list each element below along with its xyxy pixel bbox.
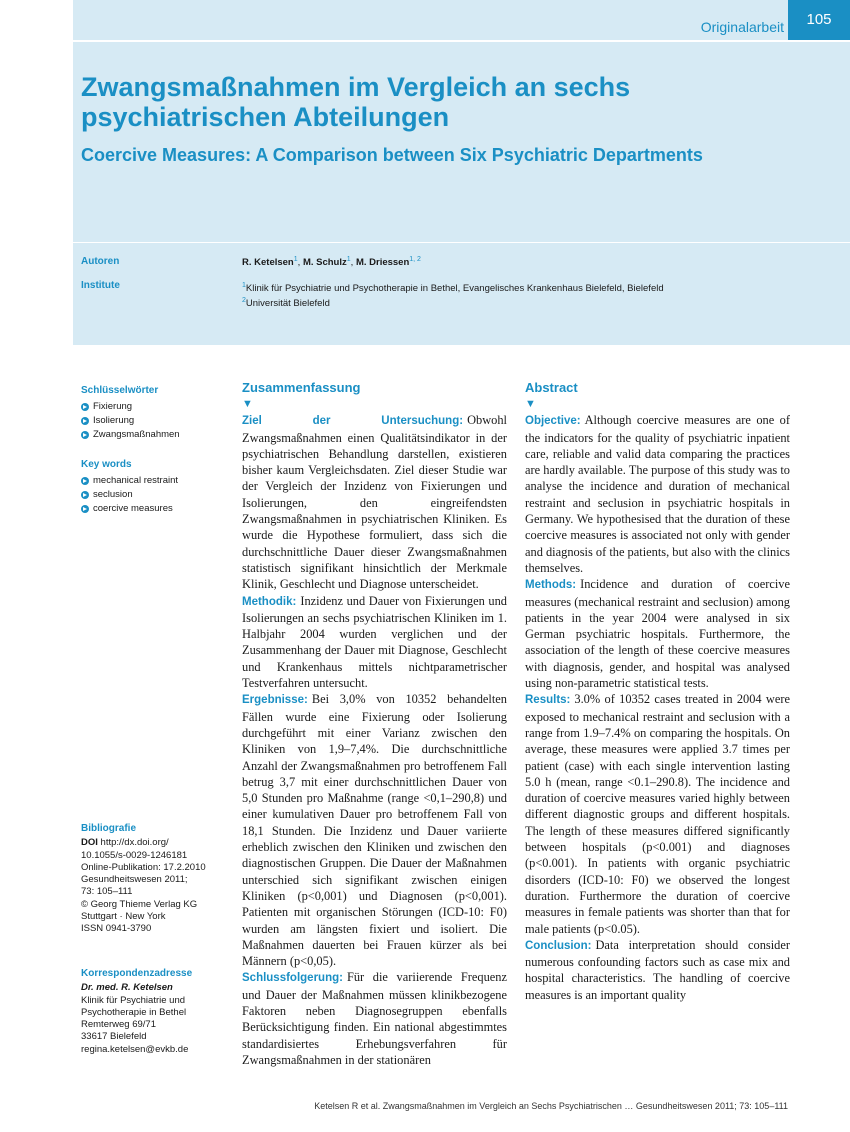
keyword-item: mechanical restraint <box>81 474 231 488</box>
section-text: 3.0% of 10352 cases treated in 2004 were exposed to mechanical restraint and seclusion with a range from 1.9–7.4% on comparing the hospitals. On average, these measures were applied 3.7 times per patient (case) with each single intervention lasting 5.0 h (mean, range <0.1–290.8). The incidence and duration of coercive measures varied highly between different diagnostic groups and different hospitals. The length of these measures differed significantly between hospitals (p<0.001) and diagnoses (p<0.001). In patients with organic psychiatric disorders (ICD-10: F0) we observed the longest duration. Furthermore the duration of coercive measures in female patients was shorter than that for male patients (p<0.05). <box>525 692 790 936</box>
meta-divider <box>73 242 850 243</box>
keyword-item: seclusion <box>81 488 231 502</box>
arrow-bullet-icon <box>81 403 89 411</box>
author-name: R. Ketelsen <box>242 257 294 269</box>
bibliography-line: ISSN 0941-3790 <box>81 923 152 935</box>
section-label: Schlussfolgerung: <box>242 972 343 985</box>
institute-marker: 1 <box>242 282 246 289</box>
bibliography-line: Stuttgart · New York <box>81 911 166 923</box>
section-label: Ziel der Untersuchung: <box>242 415 464 428</box>
arrow-bullet-icon <box>81 431 89 439</box>
author-name: M. Driessen <box>355 257 410 269</box>
section-label: Conclusion: <box>525 939 592 952</box>
section-label: Originalarbeit <box>700 19 784 35</box>
authors-label: Autoren <box>81 256 120 267</box>
doi-link[interactable]: http://dx.doi.org/ <box>100 837 169 849</box>
abstract-section <box>525 576 790 691</box>
keyword-item: Fixierung <box>81 400 231 414</box>
keywords-english-label: Key words <box>81 459 132 470</box>
section-text: Inzidenz und Dauer von Fixierungen und Isolierungen an sechs psychiatrischen Kliniken im 1. Halbjahr 2004 wurden verglichen und der Zusammenhang der Dauer mit Diagnose, Geschlecht und Krankenhaus mittels nichtparametrischer Testverfahren untersucht. <box>242 593 507 691</box>
section-text: Bei 3,0% von 10352 behandelten Fällen wurde eine Fixierung oder Isolierung durchgeführt mit einer Varianz zwischen den Kliniken von 1,9–7,4%. Die durchschnittliche Anzahl der Zwangsmaßnahmen pro betroffenem Fall betrug 3,7 mit einer durchschnittlichen Dauer von 5,0 Stunden pro Maßnahme (range <0,1–290,8) und einer kumulativen Dauer pro betroffenem Fall von 18,1 Stunden. Die Inzidenz und Dauer variierte erheblich zwischen den Kliniken und zwischen den diagnostischen Gruppen. Die Dauer der Maßnahmen unterschied sich signifikant zwischen einigen Kliniken (p<0,001) und Diagnosen (p<0,001). Patienten mit organischen Störungen (ICD-10: F0) wurden am längsten fixiert und isoliert. Die Maßnahmen dauerten bei Frauen kürzer als bei Männern (p<0,05). <box>242 692 507 969</box>
correspondence <box>81 968 231 1056</box>
section-text: Incidence and duration of coercive measures (mechanical restraint and seclusion) among patients in the year 2004 were analysed in six German psychiatric hospitals. Furthermore, the association of the length of these coercive measures with diagnosis, gender, and hospital was analysed using non-parametric statistical tests. <box>525 577 790 691</box>
page-number: 105 <box>788 0 850 40</box>
section-label: Methodik: <box>242 595 297 608</box>
correspondence-line: Psychotherapie in Bethel <box>81 1006 187 1018</box>
section-label: Methods: <box>525 579 577 592</box>
institute-name: Universität Bielefeld <box>245 298 330 310</box>
section-label: Results: <box>525 694 571 707</box>
doi-value[interactable]: 10.1055/s-0029-1246181 <box>81 849 188 861</box>
institutes-label: Institute <box>81 280 120 291</box>
author-affiliation: 1, 2 <box>409 256 421 263</box>
correspondence-label: Korrespondenzadresse <box>81 968 193 979</box>
article-title-german: Zwangsmaßnahmen im Vergleich an sechs psychiatrischen Abteilungen <box>81 72 631 132</box>
arrow-bullet-icon <box>81 505 89 513</box>
authors-list: R. Ketelsen$^1$, M. Schulz$^1$, M. Driessen$^{1, 2}$ <box>242 256 421 269</box>
section-text: Für die variierende Frequenz und Dauer der Maßnahmen müssen klinikbezogene Faktoren neben Diagnosegruppen ebenfalls Berücksichtigung finden. Ein national abgestimmtes standardisiertes Erhebungsverfahren für Zwangsmaßnahmen in der stationären <box>242 970 507 1067</box>
author-affiliation: 1 <box>293 256 298 263</box>
abstract-section <box>525 412 790 576</box>
abstract-section <box>242 691 507 969</box>
running-header <box>73 0 850 42</box>
section-text: Obwohl Zwangsmaßnahmen einen Qualitätsindikator in der psychiatrischen Behandlung darstellen, existieren bisher kaum Vergleichsdaten. Ziel dieser Studie war der Vergleich der Inzidenz von Fixierungen und Isolierungen, den eingreifendsten Zwangsmaßnahmen in psychiatrischen Kliniken. Es wurde die Hypothese formuliert, dass sich die durchschnittliche Dauer dieser Zwangsmaßnahmen statistisch signifikant hinsichtlich der Merkmale Klinik, Geschlecht und Diagnose unterscheidet. <box>242 413 507 592</box>
keywords-german <box>81 384 231 442</box>
doi-label: DOI <box>81 837 98 849</box>
bibliography-line: Online-Publikation: 17.2.2010 <box>81 861 206 873</box>
bibliography-line: 73: 105–111 <box>81 886 133 898</box>
correspondence-line: Klinik für Psychiatrie und <box>81 994 186 1006</box>
down-arrow-icon: ▼ <box>525 398 536 411</box>
section-text: Although coercive measures are one of the indicators for the quality of psychiatric inpatient care, reliable and valid data comparing the practices are hardly available. The purpose of this study was to analyse the incidence and duration of mechanical restraint and seclusion in psychiatric hospitals in Germany. We hypothesised that the duration of these coercive measures is associated not only with gender and diagnosis of the patients, but also with the clinics themselves. <box>525 413 790 575</box>
correspondence-email[interactable]: regina.ketelsen@evkb.de <box>81 1043 189 1055</box>
abstract-section <box>525 937 790 1003</box>
article-title-english: Coercive Measures: A Comparison between Six Psychiatric Departments <box>81 145 703 165</box>
page-footer: Ketelsen R et al. Zwangsmaßnahmen im Vergleich an Sechs Psychiatrischen … Gesundheitswesen 2011; 73: 105–111 <box>314 1101 788 1111</box>
correspondence-line: 33617 Bielefeld <box>81 1031 147 1043</box>
institute-marker: 2 <box>242 297 246 305</box>
zusammenfassung-column <box>242 380 507 1068</box>
abstract-column <box>525 380 790 1003</box>
author-affiliation: 1 <box>346 256 351 263</box>
arrow-bullet-icon <box>81 477 89 485</box>
section-label: Ergebnisse: <box>242 694 308 707</box>
keywords-german-label: Schlüsselwörter <box>81 385 159 396</box>
section-label: Objective: <box>525 415 581 428</box>
bibliography-line: Gesundheitswesen 2011; <box>81 874 188 886</box>
bibliography-line: © Georg Thieme Verlag KG <box>81 898 198 910</box>
abstract-section <box>242 412 507 592</box>
keyword-item: Zwangsmaßnahmen <box>81 428 231 442</box>
section-text: Data interpretation should consider numerous confounding factors such as case mix and hospital characteristics. The handling of coercive measures is an important quality <box>525 937 790 1002</box>
keyword-item: Isolierung <box>81 414 231 428</box>
correspondence-name: Dr. med. R. Ketelsen <box>81 982 173 994</box>
institutes-list <box>242 280 664 310</box>
bibliography-label: Bibliografie <box>81 823 137 834</box>
down-arrow-icon: ▼ <box>242 398 253 411</box>
keywords-english <box>81 458 231 516</box>
arrow-bullet-icon <box>81 491 89 499</box>
correspondence-line: Remterweg 69/71 <box>81 1019 156 1031</box>
abstract-heading: Abstract <box>525 380 578 395</box>
institute-name: Klinik für Psychiatrie und Psychotherapie in Bethel, Evangelisches Krankenhaus Bielefeld, Bielefeld <box>245 283 664 295</box>
keyword-item: coercive measures <box>81 502 231 516</box>
arrow-bullet-icon <box>81 417 89 425</box>
zusammenfassung-heading: Zusammenfassung <box>242 380 361 395</box>
abstract-section <box>242 593 507 692</box>
abstract-section <box>525 691 790 936</box>
author-name: M. Schulz <box>302 257 347 269</box>
abstract-section <box>242 969 507 1068</box>
bibliography <box>81 823 231 936</box>
